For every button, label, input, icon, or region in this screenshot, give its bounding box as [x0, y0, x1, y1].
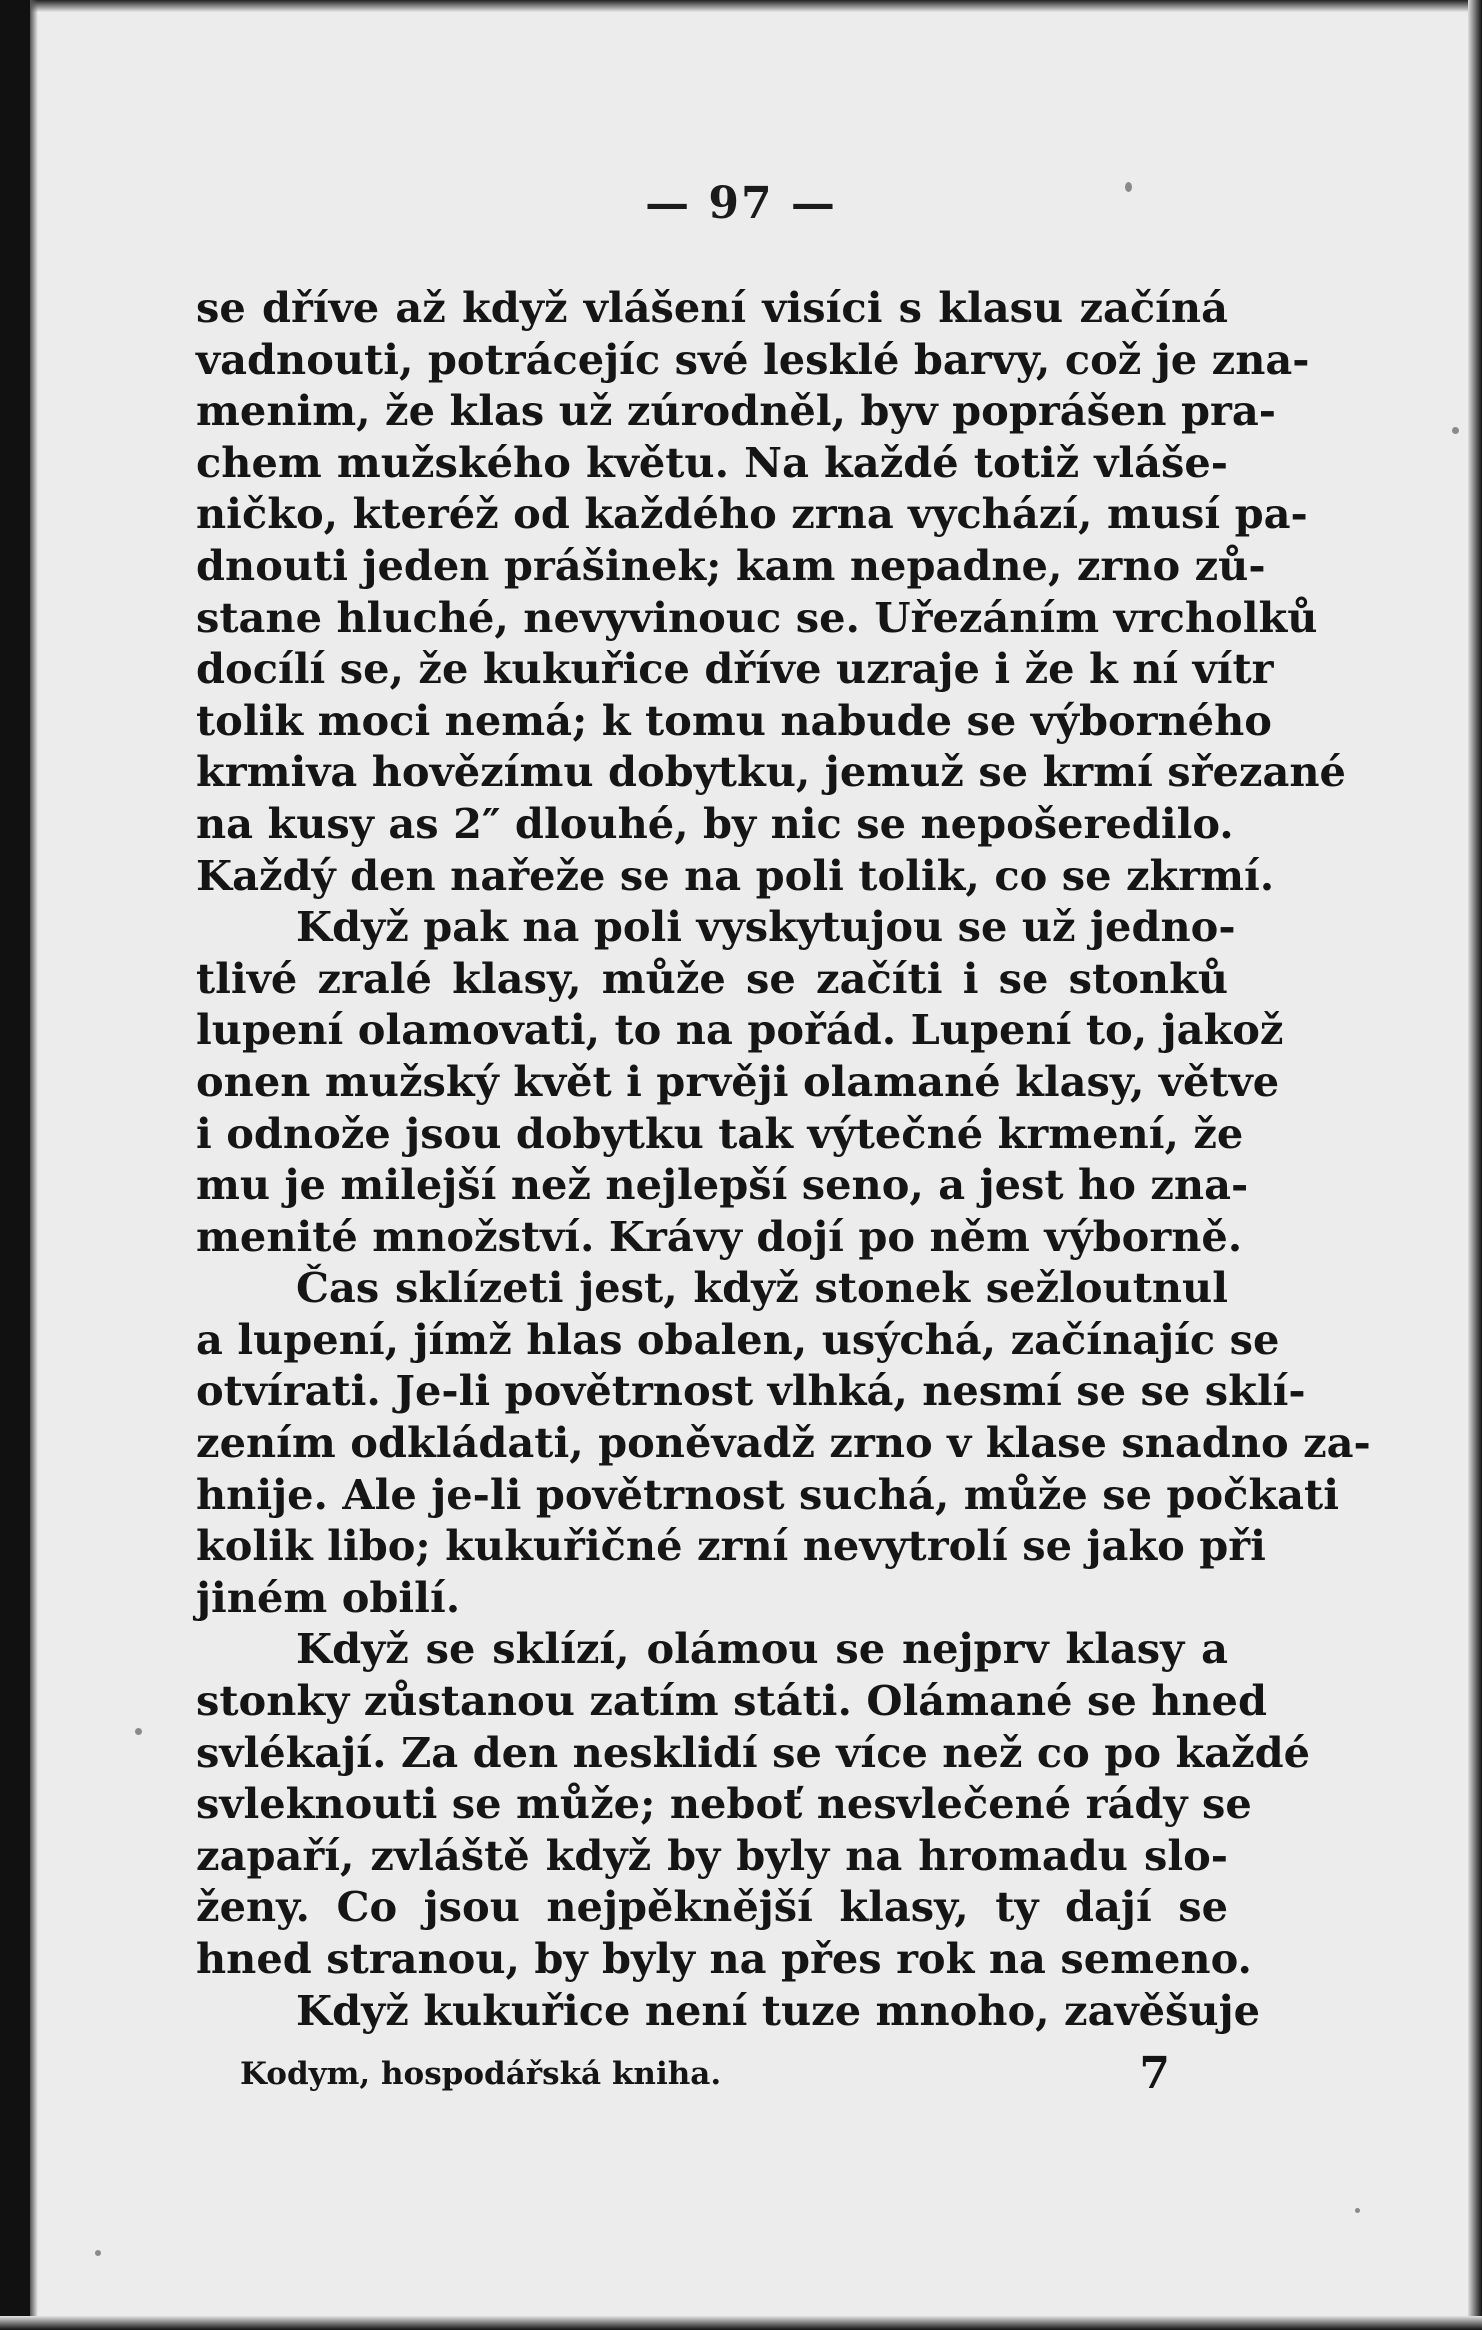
text-line: zením odkládati, poněvadž zrno v klase snadno za- — [196, 1418, 1371, 1468]
text-line: tolik moci nemá; k tomu nabude se výborného — [196, 695, 1272, 745]
text-line: Když pak na poli vyskytujou se už jedno- — [296, 902, 1236, 952]
text-line: Když se sklízí, olámou se nejprv klasy a — [296, 1624, 1228, 1674]
text-line: stonky zůstanou zatím státi. Olámané se hned — [196, 1676, 1267, 1726]
text-line: stane hluché, nevyvinouc se. Uřezáním vrcholků — [196, 592, 1318, 642]
text-line: Když kukuřice není tuze mnoho, zavěšuje — [296, 1985, 1260, 2035]
paper-speck — [95, 2250, 101, 2256]
text-line: mu je milejší než nejlepší seno, a jest ho zna- — [196, 1160, 1249, 1210]
text-line: docílí se, že kukuřice dříve uzraje i že k ní vítr — [196, 644, 1274, 694]
paper-speck — [1355, 2208, 1360, 2213]
text-line: kolik libo; kukuřičné zrní nevytrolí se jako při — [196, 1521, 1266, 1571]
bottom-page-edge — [0, 2316, 1482, 2330]
text-line: svlékají. Za den nesklidí se více než co po každé — [196, 1727, 1311, 1777]
text-line: se dříve až když vlášení visíci s klasu začíná — [196, 283, 1228, 332]
binding-edge — [0, 0, 30, 2330]
text-line: Čas sklízeti jest, když stonek sežloutnul — [296, 1263, 1228, 1313]
text-line: vadnouti, potrácejíc své lesklé barvy, což je zna- — [196, 334, 1310, 384]
body-text — [196, 282, 1371, 2036]
text-line: lupení olamovati, to na pořád. Lupení to, jakož — [196, 1005, 1284, 1055]
text-line: svleknouti se může; neboť nesvlečené rády se — [196, 1779, 1252, 1829]
text-line: ničko, kteréž od každého zrna vychází, musí pa- — [196, 489, 1308, 539]
text-line: jiném obilí. — [196, 1572, 461, 1622]
text-line: zapaří, zvláště když by byly na hromadu slo- — [196, 1830, 1228, 1880]
text-line: i odnože jsou dobytku tak výtečné krmení, že — [196, 1108, 1244, 1158]
text-line: onen mužský květ i prvěji olamané klasy, větve — [196, 1056, 1280, 1106]
paper-speck — [135, 1728, 142, 1735]
text-line: otvírati. Je-li povětrnost vlhká, nesmí se se sklí- — [196, 1366, 1306, 1416]
right-page-edge — [1468, 0, 1482, 2330]
top-page-edge — [0, 0, 1482, 12]
text-line: menim, že klas už zúrodněl, byv poprášen pra- — [196, 386, 1276, 436]
text-line: hned stranou, by byly na přes rok na semeno. — [196, 1934, 1252, 1983]
text-line: Každý den nařeže se na poli tolik, co se zkrmí. — [196, 850, 1275, 900]
paper-speck — [1452, 427, 1459, 434]
text-line: na kusy as 2″ dlouhé, by nic se nepošeredilo. — [196, 798, 1234, 848]
text-line: hnije. Ale je-li povětrnost suchá, může se počkati — [196, 1469, 1339, 1519]
text-line: krmiva hovězímu dobytku, jemuž se krmí sřezané — [196, 747, 1346, 797]
text-line: tlivé zralé klasy, může se začíti i se stonků — [196, 953, 1228, 1003]
text-line: ženy. Co jsou nejpěknější klasy, ty dají se — [196, 1882, 1228, 1932]
book-signature-title: Kodym, hospodářská kniha. — [240, 2056, 722, 2092]
text-line: chem mužského květu. Na každé totiž vláše- — [196, 437, 1228, 487]
text-line: menité množství. Krávy dojí po něm výborně. — [196, 1211, 1243, 1261]
text-line: a lupení, jímž hlas obalen, usýchá, začínajíc se — [196, 1314, 1280, 1364]
text-line: dnouti jeden prášinek; kam nepadne, zrno zů- — [196, 540, 1266, 590]
sheet-signature-number: 7 — [1139, 2048, 1170, 2099]
page-number-header: — 97 — — [645, 178, 837, 229]
